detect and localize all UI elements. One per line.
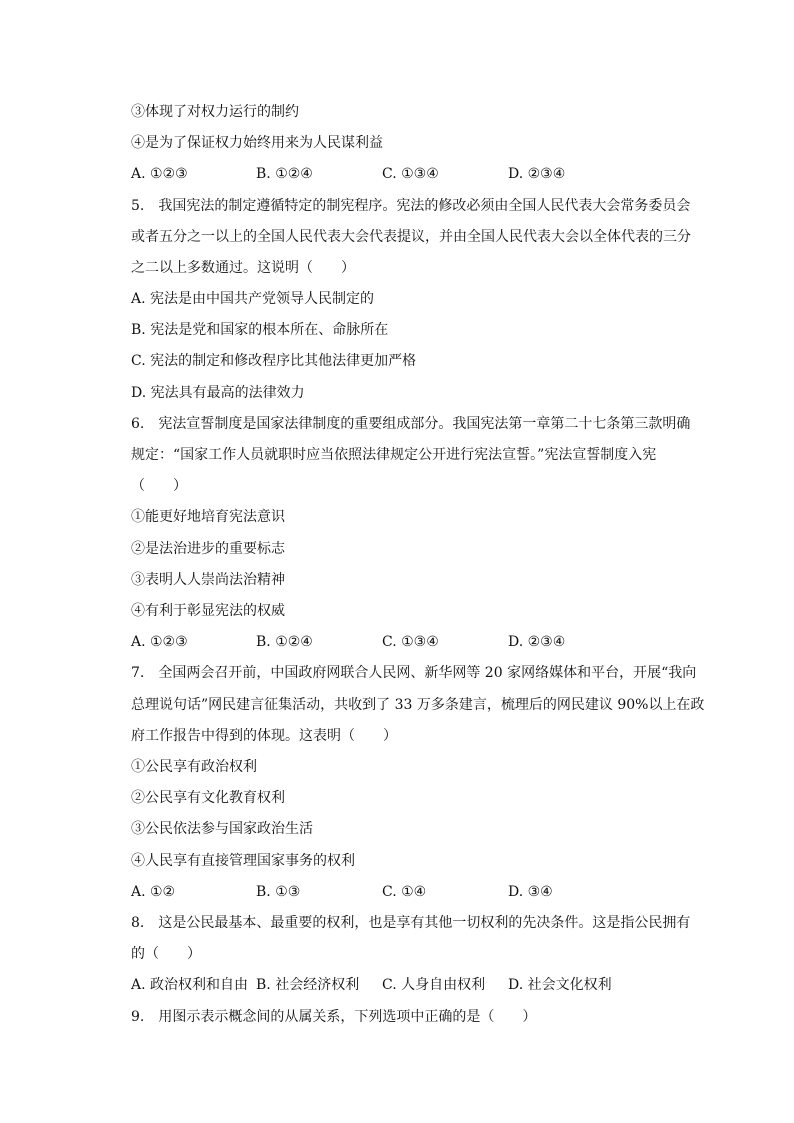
q5-option-c: C. 宪法的制定和修改程序比其他法律更加严格 [131, 353, 417, 369]
q7-option-a: A. ①② [131, 884, 176, 900]
q6-stem-line-1: 6. 宪法宣誓制度是国家法律制度的重要组成部分。我国宪法第一章第二十七条第三款明确 [131, 416, 691, 432]
q4-item-4: ④是为了保证权力始终用来为人民谋利益 [131, 135, 383, 151]
q6-item-4: ④有利于彰显宪法的权威 [131, 603, 285, 619]
q8-option-d: D. 社会文化权利 [508, 977, 612, 993]
q4-option-b: B. ①②④ [256, 166, 313, 182]
q7-stem-line-3: 府工作报告中得到的体现。这表明（ ） [131, 728, 397, 744]
q7-item-4: ④人民享有直接管理国家事务的权利 [131, 853, 355, 869]
q5-option-d: D. 宪法具有最高的法律效力 [131, 385, 305, 401]
q5-option-a: A. 宪法是由中国共产党领导人民制定的 [131, 291, 375, 307]
q6-item-1: ①能更好地培育宪法意识 [131, 509, 285, 525]
q6-option-d: D. ②③④ [508, 634, 566, 650]
q9-stem-line-1: 9. 用图示表示概念间的从属关系，下列选项中正确的是（ ） [131, 1009, 537, 1025]
q6-item-2: ②是法治进步的重要标志 [131, 541, 285, 557]
q7-stem-line-1: 7. 全国两会召开前，中国政府网联合人民网、新华网等 20 家网络媒体和平台，开展“我向 [131, 665, 697, 681]
q4-item-3: ③体现了对权力运行的制约 [131, 104, 299, 120]
q7-stem-line-2: 总理说句话”网民建言征集活动，共收到了 33 万多条建言，梳理后的网民建议 90%以上在政 [131, 697, 705, 713]
q7-option-b: B. ①③ [256, 884, 301, 900]
q7-item-1: ①公民享有政治权利 [131, 759, 257, 775]
q7-item-3: ③公民依法参与国家政治生活 [131, 821, 313, 837]
q7-item-2: ②公民享有文化教育权利 [131, 790, 285, 806]
q8-stem-line-1: 8. 这是公民最基本、最重要的权利，也是享有其他一切权利的先决条件。这是指公民拥有 [131, 915, 691, 931]
q8-stem-line-2: 的（ ） [131, 946, 201, 962]
q5-stem-line-1: 5. 我国宪法的制定遵循特定的制宪程序。宪法的修改必须由全国人民代表大会常务委员会 [131, 198, 691, 214]
q6-item-3: ③表明人人崇尚法治精神 [131, 572, 285, 588]
q7-option-d: D. ③④ [508, 884, 553, 900]
q5-stem-line-2: 或者五分之一以上的全国人民代表大会代表提议，并由全国人民代表大会以全体代表的三分 [131, 229, 691, 245]
q6-option-b: B. ①②④ [256, 634, 313, 650]
q5-option-b: B. 宪法是党和国家的根本所在、命脉所在 [131, 322, 389, 338]
q4-option-a: A. ①②③ [131, 166, 188, 182]
q5-stem-line-3: 之二以上多数通过。这说明（ ） [131, 260, 355, 276]
q4-option-c: C. ①③④ [382, 166, 439, 182]
q4-option-d: D. ②③④ [508, 166, 566, 182]
q8-option-a: A. 政治权利和自由 [131, 977, 249, 993]
q6-stem-line-3: （ ） [131, 478, 187, 494]
q6-option-a: A. ①②③ [131, 634, 188, 650]
q8-option-b: B. 社会经济权利 [256, 977, 360, 993]
q8-option-c: C. 人身自由权利 [382, 977, 486, 993]
q6-stem-line-2: 规定：“国家工作人员就职时应当依照法律规定公开进行宪法宣誓。”宪法宣誓制度入宪 [131, 447, 657, 463]
q6-option-c: C. ①③④ [382, 634, 439, 650]
q7-option-c: C. ①④ [382, 884, 427, 900]
